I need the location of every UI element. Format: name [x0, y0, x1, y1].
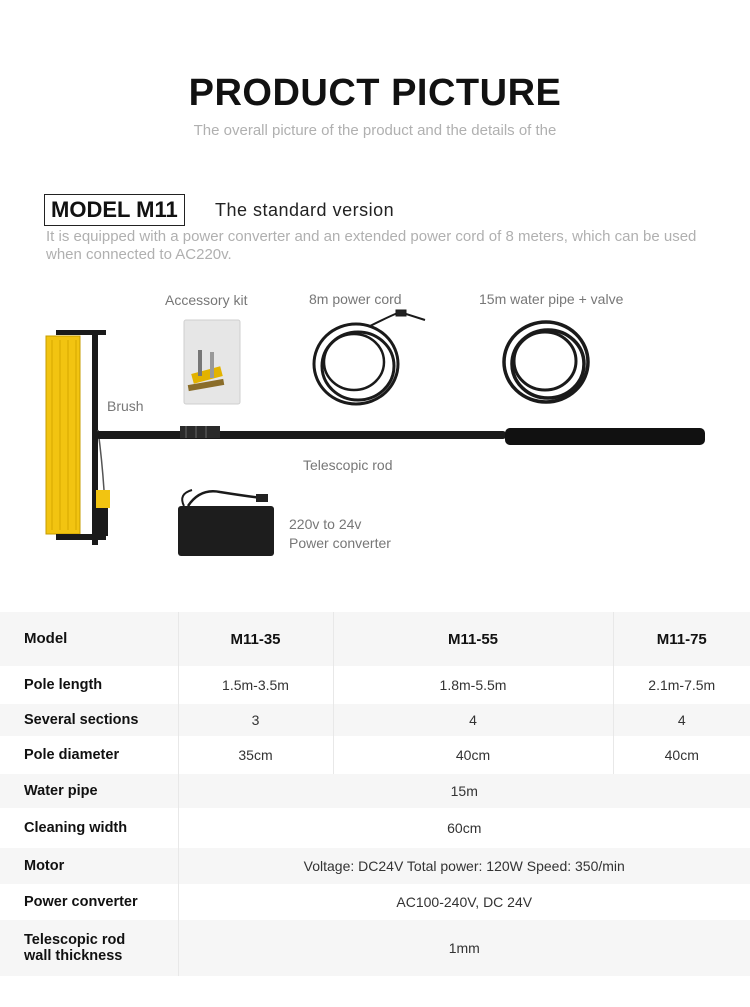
cell: 4 — [613, 704, 750, 736]
power-converter-image — [178, 490, 274, 556]
model-badge: MODEL M11 — [44, 194, 185, 226]
table-row — [0, 774, 750, 808]
header-m11-75: M11-75 — [613, 612, 750, 666]
table-row — [0, 808, 750, 848]
model-version: The standard version — [215, 200, 395, 220]
telescopic-rod-image — [96, 426, 705, 445]
cell: 15m — [178, 774, 750, 808]
row-label-water-pipe: Water pipe — [0, 774, 178, 808]
cell: 4 — [333, 704, 613, 736]
page-title: PRODUCT PICTURE — [188, 72, 562, 114]
water-pipe-image — [504, 322, 588, 402]
table-row — [0, 666, 750, 704]
spec-table — [0, 612, 750, 976]
row-label-line: Telescopic rod — [24, 932, 126, 948]
cell: 40cm — [333, 736, 613, 774]
row-label-power-converter: Power converter — [0, 884, 178, 920]
cell: 35cm — [178, 736, 333, 774]
header-model: Model — [0, 612, 178, 666]
cell: 3 — [178, 704, 333, 736]
label-water-pipe: 15m water pipe + valve — [479, 291, 624, 307]
table-row — [0, 736, 750, 774]
cell: 1mm — [178, 920, 750, 976]
row-label-motor: Motor — [0, 848, 178, 884]
label-converter-line2: Power converter — [289, 535, 391, 551]
row-label-pole-length: Pole length — [0, 666, 178, 704]
cell: 60cm — [178, 808, 750, 848]
row-label-sections: Several sections — [0, 704, 178, 736]
label-converter-line1: 220v to 24v — [289, 516, 362, 532]
table-row — [0, 920, 750, 976]
model-description: It is equipped with a power converter and an extended power cord of 8 meters, which can be used when connected to AC220v. — [46, 228, 697, 263]
table-row — [0, 884, 750, 920]
row-label-pole-diameter: Pole diameter — [0, 736, 178, 774]
cell: Voltage: DC24V Total power: 120W Speed: 350/min — [178, 848, 750, 884]
label-brush: Brush — [107, 398, 144, 414]
header-m11-55: M11-55 — [333, 612, 613, 666]
cell: 40cm — [613, 736, 750, 774]
cell: AC100-240V, DC 24V — [178, 884, 750, 920]
label-accessory-kit: Accessory kit — [165, 292, 248, 308]
row-label-cleaning-width: Cleaning width — [0, 808, 178, 848]
accessory-kit-image — [184, 320, 240, 404]
row-label-line: wall thickness — [24, 948, 123, 964]
table-header-row — [0, 612, 750, 666]
table-row — [0, 704, 750, 736]
row-label-wall-thickness — [0, 920, 178, 976]
cell: 2.1m-7.5m — [613, 666, 750, 704]
cell: 1.8m-5.5m — [333, 666, 613, 704]
table-row — [0, 848, 750, 884]
power-cord-image — [314, 310, 425, 404]
label-telescopic-rod: Telescopic rod — [303, 457, 393, 473]
page-subtitle: The overall picture of the product and the details of the — [193, 122, 557, 139]
label-power-cord: 8m power cord — [309, 291, 402, 307]
header-m11-35: M11-35 — [178, 612, 333, 666]
cell: 1.5m-3.5m — [178, 666, 333, 704]
